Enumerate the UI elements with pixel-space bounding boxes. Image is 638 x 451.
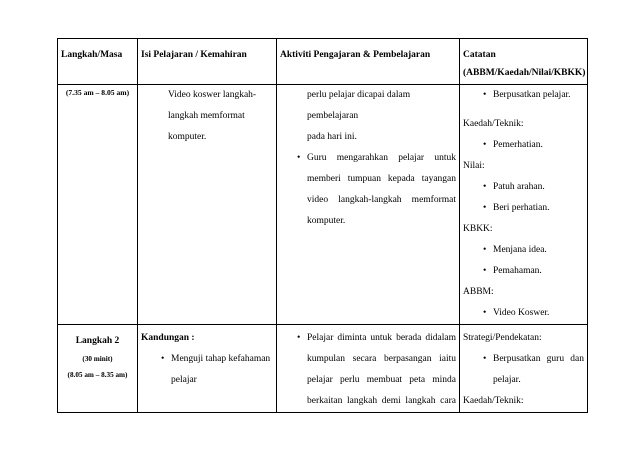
- row1-time: (7.35 am – 8.05 am): [65, 88, 130, 97]
- content-bullet: • Menguji tahap kefahaman pelajar: [141, 349, 273, 391]
- activity-line: pada hari ini.: [307, 132, 357, 142]
- content-line: komputer.: [168, 132, 207, 142]
- header-isi-pelajaran: Isi Pelajaran / Kemahiran: [138, 39, 277, 85]
- header-catatan-subtitle: (ABBM/Kaedah/Nilai/KBKK): [463, 68, 586, 78]
- notes-label: Nilai:: [463, 161, 485, 171]
- table-header-row: [58, 39, 588, 85]
- header-aktiviti: Aktiviti Pengajaran & Pembelajaran: [277, 39, 460, 85]
- table-row: [58, 325, 588, 413]
- header-catatan-title: Catatan: [463, 50, 496, 60]
- notes-label: KBKK:: [463, 224, 493, 234]
- row2-notes-cell: [460, 325, 588, 413]
- notes-bullet: • Menjana idea.: [463, 240, 584, 261]
- row2-content-cell: [138, 325, 277, 413]
- row2-content-label: Kandungan :: [141, 333, 195, 343]
- row1-content-cell: [138, 85, 277, 325]
- activity-line: perlu pelajar dicapai dalam pembelajaran: [307, 90, 411, 121]
- notes-bullet: • Beri perhatian.: [463, 198, 584, 219]
- activity-bullet: • Pelajar diminta untuk berada didalam kumpulan secara berpasangan iaitu pelajar perlu membuat peta minda berkaitan langkah demi langkah cara: [277, 328, 456, 412]
- row1-time-cell: [58, 85, 138, 325]
- notes-bullet: • Berpusatkan guru dan pelajar.: [463, 349, 584, 391]
- notes-bullet: • Berpusatkan pelajar.: [463, 85, 584, 106]
- notes-label: Strategi/Pendekatan:: [463, 333, 542, 343]
- notes-label: Kaedah/Teknik:: [463, 396, 524, 406]
- row1-notes-cell: [460, 85, 588, 325]
- activity-bullet: • Guru mengarahkan pelajar untuk memberi tumpuan kepada tayangan video langkah-langkah memformat komputer.: [277, 148, 456, 232]
- lesson-plan-table: [57, 38, 588, 413]
- row2-activity-cell: [277, 325, 460, 413]
- header-langkah-masa: Langkah/Masa: [58, 39, 138, 85]
- row2-step-cell: [58, 325, 138, 413]
- content-line: langkah memformat: [168, 111, 245, 121]
- header-catatan: [460, 39, 588, 85]
- row2-step-title: Langkah 2: [75, 336, 120, 346]
- row1-activity-cell: [277, 85, 460, 325]
- notes-bullet: • Pemahaman.: [463, 261, 584, 282]
- notes-label: ABBM:: [463, 287, 494, 297]
- row2-time: (8.05 am – 8.35 am): [67, 371, 128, 379]
- content-line: Video koswer langkah-: [168, 90, 257, 100]
- notes-bullet: • Patuh arahan.: [463, 177, 584, 198]
- table-row: [58, 85, 588, 325]
- row2-duration: (30 minit): [82, 355, 113, 363]
- notes-label: Kaedah/Teknik:: [463, 119, 524, 129]
- notes-bullet: • Pemerhatian.: [463, 135, 584, 156]
- notes-bullet: • Video Koswer.: [463, 303, 584, 324]
